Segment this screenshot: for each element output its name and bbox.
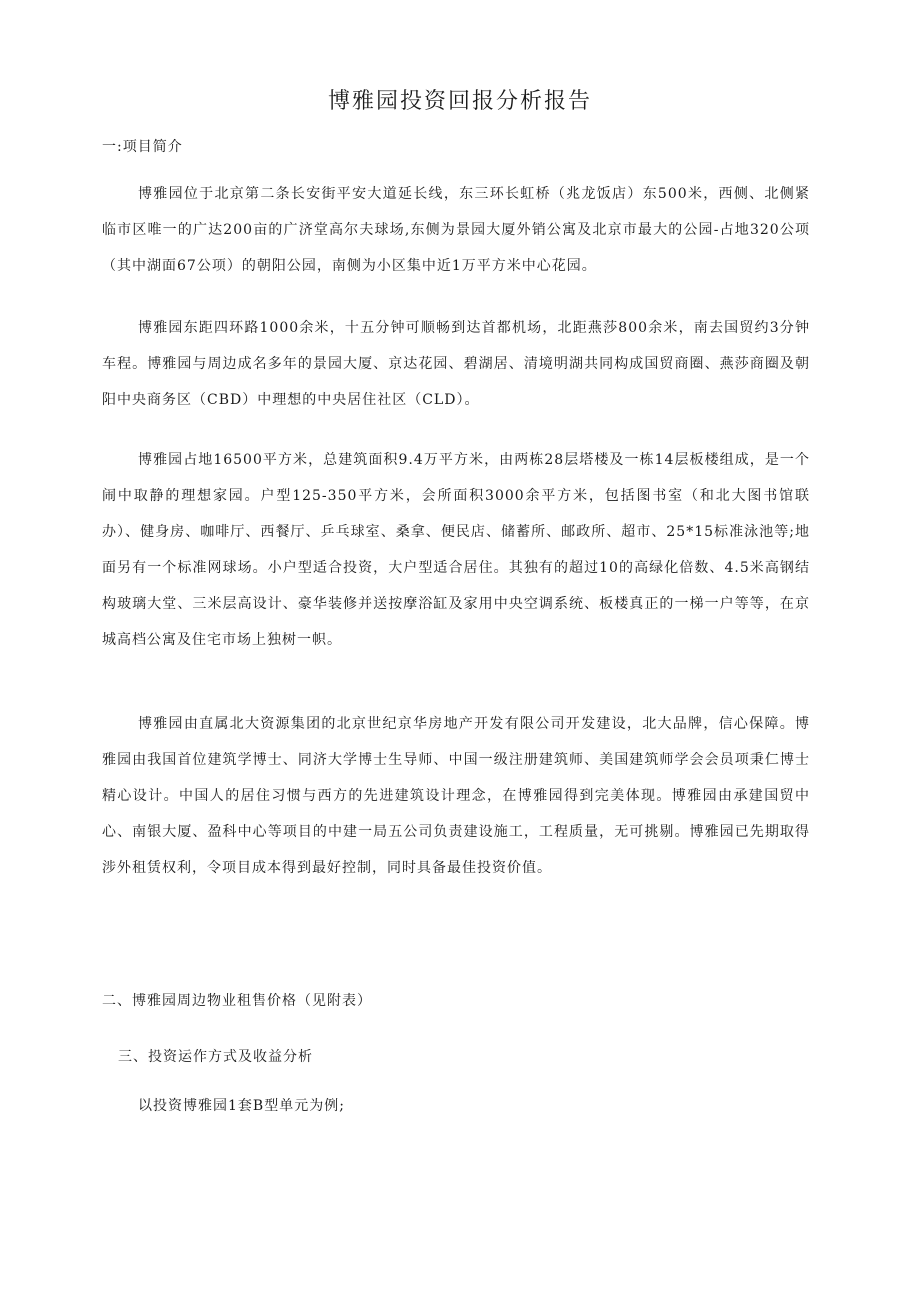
paragraph-transport: 博雅园东距四环路1000余米，十五分钟可顺畅到达首都机场，北距燕莎800余米，南去国贸约3分钟车程。博雅园与周边成名多年的景园大厦、京达花园、碧湖居、清境明湖共同构成国贸商圈、燕莎商圈及朝阳中央商务区（CBD）中理想的中央居住社区（CLD）。	[102, 320, 810, 408]
document-title: 博雅园投资回报分析报告	[327, 89, 592, 114]
paragraph-investment-example: 以投资博雅园1套B型单元为例;	[138, 1098, 345, 1114]
section-heading-investment: 三、投资运作方式及收益分析	[118, 1049, 313, 1065]
section-heading-prices: 二、博雅园周边物业租售价格（见附表）	[102, 993, 372, 1009]
paragraph-developer: 博雅园由直属北大资源集团的北京世纪京华房地产开发有限公司开发建设，北大品牌，信心保障。博雅园由我国首位建筑学博士、同济大学博士生导师、中国一级注册建筑师、美国建筑师学会会员项秉仁博士精心设计。中国人的居住习惯与西方的先进建筑设计理念，在博雅园得到完美体现。博雅园由承建国贸中心、南银大厦、盈科中心等项目的中建一局五公司负责建设施工，工程质量，无可挑剔。博雅园已先期取得涉外租赁权利，令项目成本得到最好控制，同时具备最佳投资价值。	[102, 716, 810, 876]
paragraph-facilities: 博雅园占地16500平方米，总建筑面积9.4万平方米，由两栋28层塔楼及一栋14层板楼组成，是一个闹中取静的理想家园。户型125-350平方米，会所面积3000余平方米，包括图书室（和北大图书馆联办）、健身房、咖啡厅、西餐厅、乒乓球室、桑拿、便民店、储蓄所、邮政所、超市、25*15标准泳池等;地面另有一个标准网球场。小户型适合投资，大户型适合居住。其独有的超过10的高绿化倍数、4.5米高钢结构玻璃大堂、三米层高设计、豪华装修并送按摩浴缸及家用中央空调系统、板楼真正的一梯一户等等，在京城高档公寓及住宅市场上独树一帜。	[102, 452, 810, 648]
paragraph-location: 博雅园位于北京第二条长安街平安大道延长线，东三环长虹桥（兆龙饭店）东500米，西侧、北侧紧临市区唯一的广达200亩的广济堂高尔夫球场,东侧为景园大厦外销公寓及北京市最大的公园-占地320公项（其中湖面67公项）的朝阳公园，南侧为小区集中近1万平方米中心花园。	[102, 186, 810, 274]
section-heading-project-intro: 一:项目简介	[102, 139, 183, 155]
